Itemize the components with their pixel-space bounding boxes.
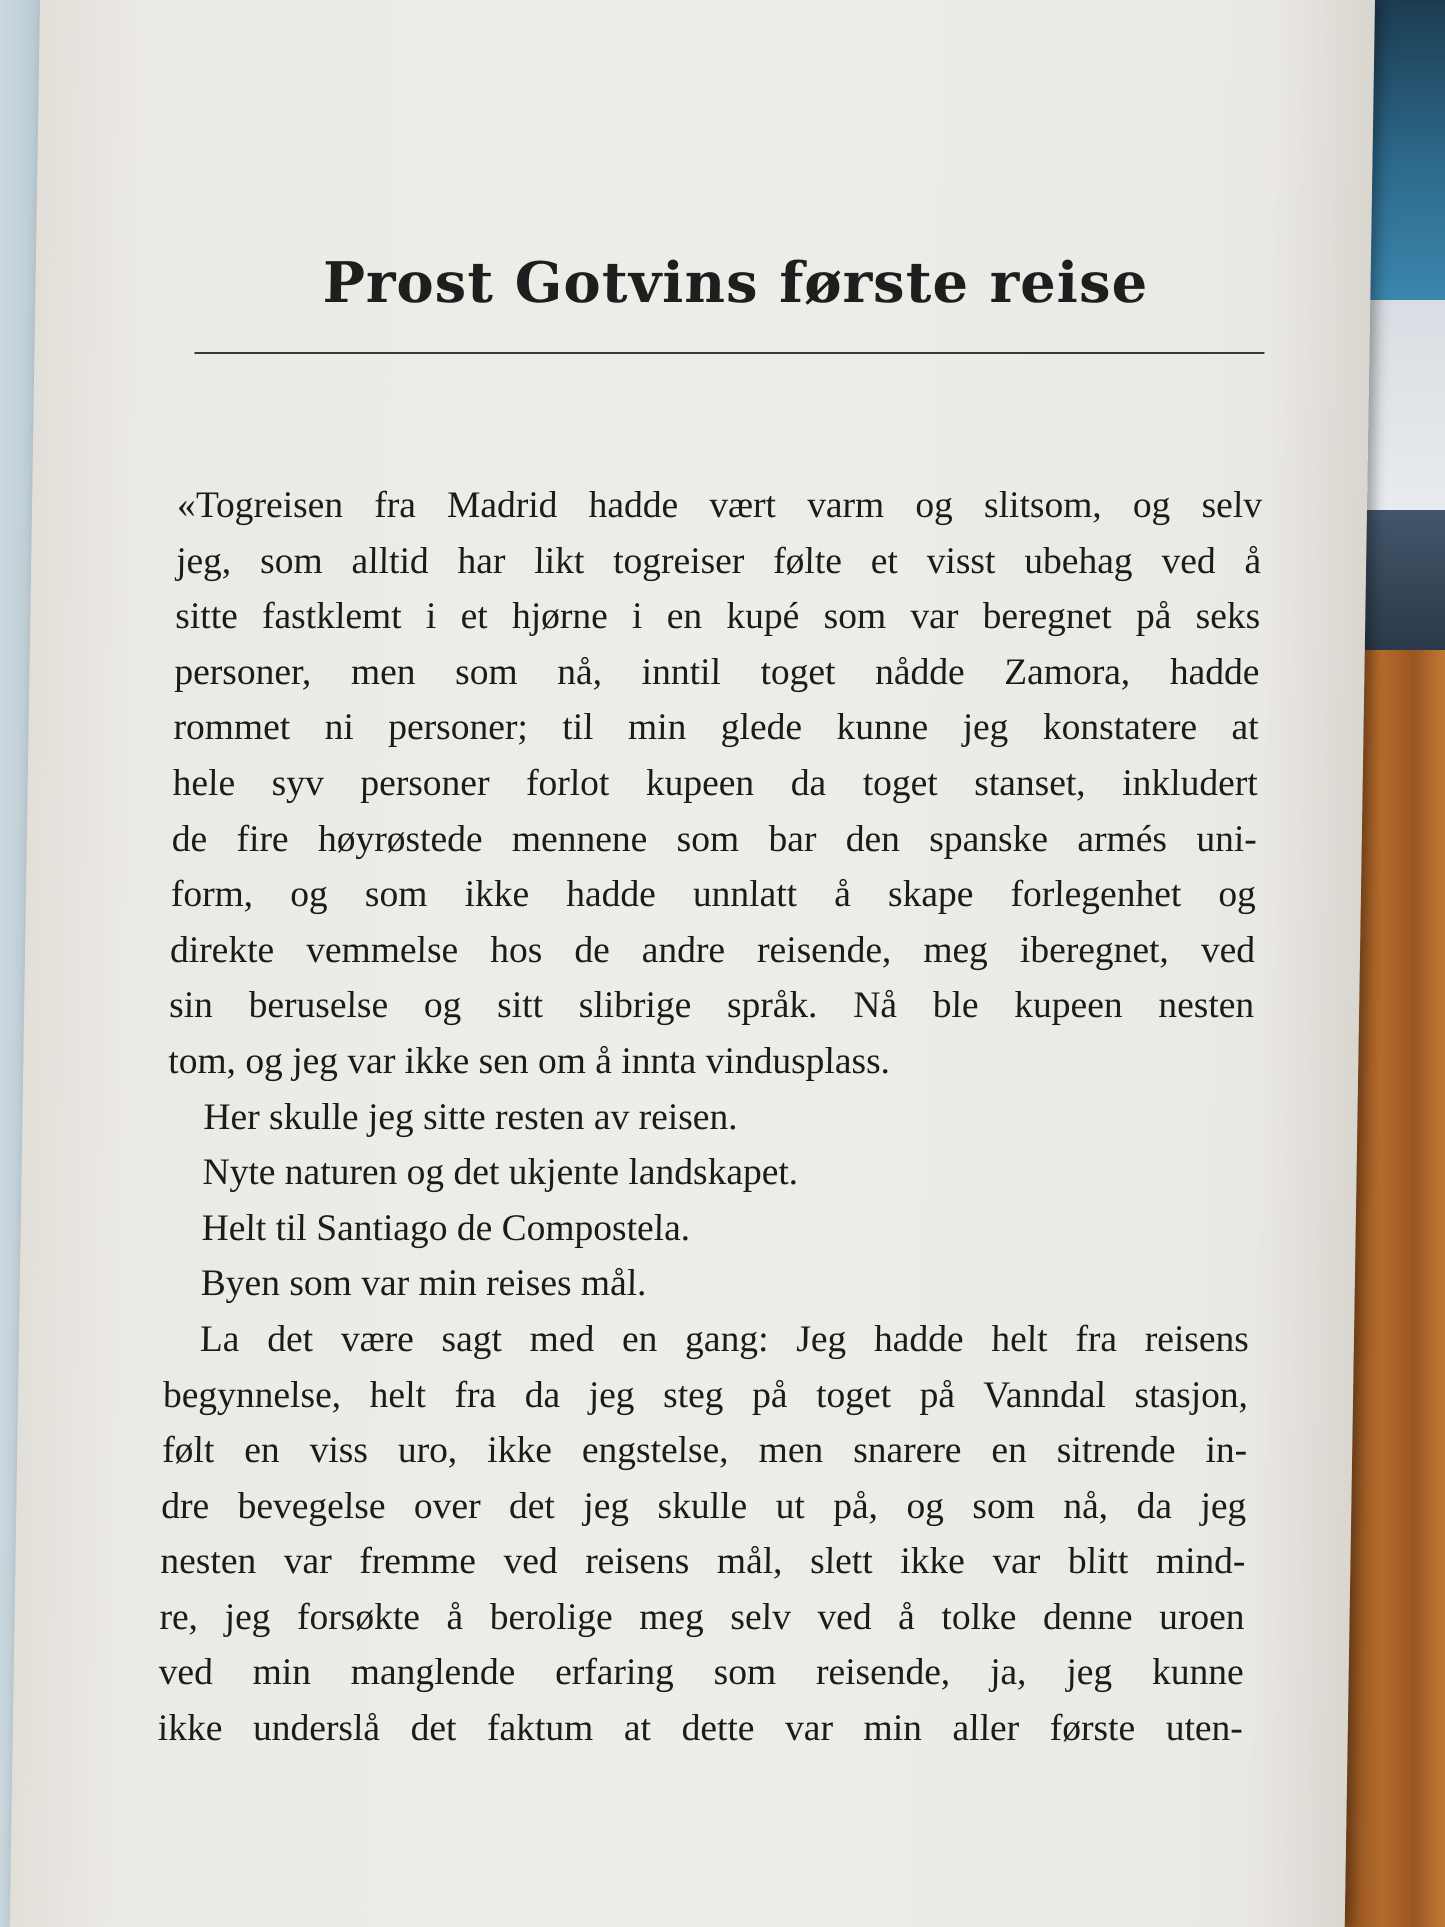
text-line: La det være sagt med en gang: Jeg hadde helt fra reisens — [199, 1318, 1250, 1360]
short-lines — [164, 1090, 1252, 1312]
text-line: sitte fastklemt i et hjørne i en kupé som var beregnet på seks — [174, 596, 1261, 638]
text-line: følt en viss uro, ikke engstelse, men snarere en sitrende in- — [161, 1430, 1248, 1472]
text-line: personer, men som nå, inntil toget nådde Zamora, hadde — [174, 651, 1260, 693]
text-line: sin beruselse og sitt slibrige språk. Nå ble kupeen nesten — [168, 985, 1255, 1027]
paragraph-2 — [157, 1312, 1249, 1757]
text-line: «Togreisen fra Madrid hadde vært varm og slitsom, og selv — [176, 485, 1263, 526]
text-line: Her skulle jeg sitte resten av reisen. — [203, 1096, 738, 1138]
book-page — [10, 0, 1375, 1927]
page-body — [157, 478, 1262, 1757]
text-line: jeg, som alltid har likt togreiser følte et visst ubehag ved å — [175, 540, 1262, 582]
text-line: hele syv personer forlot kupeen da toget stanset, inkludert — [172, 762, 1259, 804]
text-line: Byen som var min reises mål. — [200, 1263, 647, 1305]
text-line: direkte vemmelse hos de andre reisende, meg iberegnet, ved — [169, 929, 1256, 971]
text-line: Helt til Santiago de Compostela. — [201, 1207, 691, 1249]
text-line: form, og som ikke hadde unnlatt å skape forlegenhet og — [170, 874, 1257, 916]
text-line: ikke underslå det faktum at dette var min aller første uten- — [157, 1708, 1244, 1750]
text-line: Nyte naturen og det ukjente landskapet. — [202, 1152, 799, 1194]
text-line: dre bevegelse over det jeg skulle ut på, og som nå, da jeg — [161, 1485, 1247, 1527]
text-line: ved min manglende erfaring som reisende, ja, jeg kunne — [158, 1652, 1245, 1694]
text-line: de fire høyrøstede mennene som bar den spanske armés uni- — [171, 818, 1258, 860]
chapter-title: Prost Gotvins første reise — [322, 250, 1149, 316]
text-line: nesten var fremme ved reisens mål, slett ikke var blitt mind- — [160, 1541, 1246, 1583]
text-line: begynnelse, helt fra da jeg steg på toget på Vanndal stasjon, — [162, 1374, 1249, 1416]
text-line: rommet ni personer; til min glede kunne jeg konstatere at — [173, 707, 1259, 749]
text-line: re, jeg forsøkte å berolige meg selv ved å tolke denne uroen — [159, 1596, 1245, 1638]
paragraph-1 — [168, 478, 1263, 1090]
text-line: tom, og jeg var ikke sen om å innta vindusplass. — [168, 1040, 891, 1082]
title-divider — [194, 352, 1264, 354]
